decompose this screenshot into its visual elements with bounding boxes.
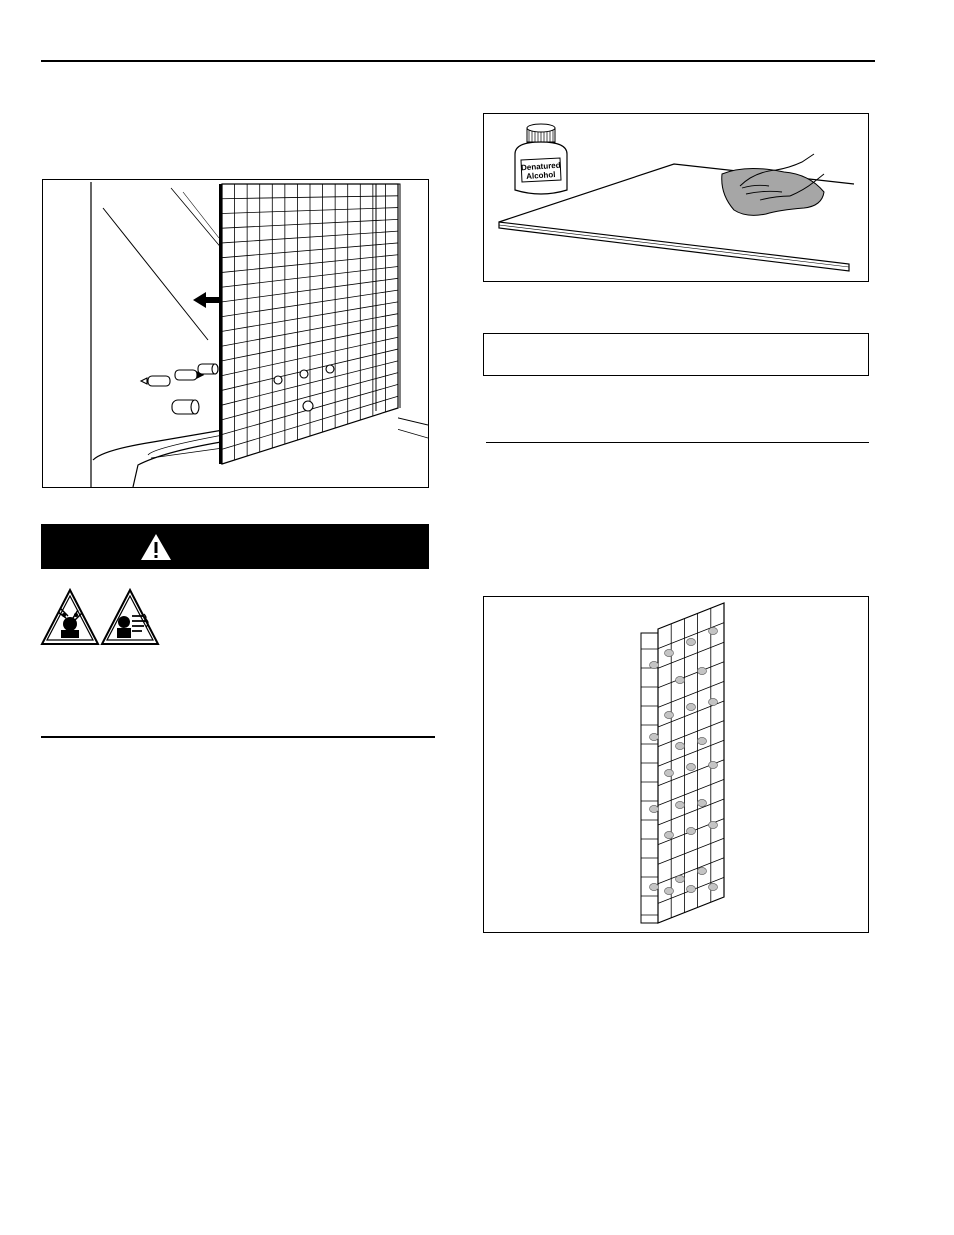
plumbing-fittings — [141, 364, 218, 414]
adhesive-dot — [650, 733, 659, 740]
adhesive-dot — [698, 867, 707, 874]
adhesive-dot — [665, 649, 674, 656]
adhesive-dot — [698, 799, 707, 806]
right-section-rule — [486, 442, 869, 443]
adhesive-dot — [698, 737, 707, 744]
bottle-label-line2: Alcohol — [525, 169, 556, 182]
figure-adhesive-dots — [483, 596, 869, 933]
bottle-label-line1: Denatured — [520, 160, 561, 173]
adhesive-dot — [650, 883, 659, 890]
left-section-rule — [41, 736, 435, 738]
adhesive-panel-illustration — [484, 597, 868, 932]
eye-protection-hazard-icon — [40, 588, 100, 646]
figure-alcohol-wipe — [483, 113, 869, 282]
adhesive-dot — [676, 875, 685, 882]
adhesive-dot — [709, 698, 718, 705]
warning-exclamation-icon — [139, 532, 173, 562]
adhesive-dot — [676, 676, 685, 683]
adhesive-dot — [687, 703, 696, 710]
adhesive-dot — [665, 831, 674, 838]
adhesive-dot — [650, 805, 659, 812]
adhesive-dot — [687, 638, 696, 645]
adhesive-dot — [676, 742, 685, 749]
panel-grid-illustration — [43, 180, 428, 487]
adhesive-dot — [687, 885, 696, 892]
adhesive-dot — [709, 761, 718, 768]
breathing-hazard-icon — [100, 588, 160, 646]
adhesive-dot — [665, 887, 674, 894]
note-box — [483, 333, 869, 376]
alcohol-bottle — [515, 124, 567, 194]
tile-grid — [222, 184, 400, 464]
adhesive-dot — [709, 821, 718, 828]
adhesive-dot — [665, 769, 674, 776]
adhesive-dot — [698, 667, 707, 674]
adhesive-dot — [687, 763, 696, 770]
push-arrow-icon — [193, 292, 221, 308]
adhesive-dot — [709, 883, 718, 890]
adhesive-dot — [665, 711, 674, 718]
adhesive-dot — [687, 827, 696, 834]
alcohol-wipe-illustration — [484, 114, 868, 281]
adhesive-dot — [650, 661, 659, 668]
header-rule — [41, 60, 875, 62]
warning-banner — [41, 524, 429, 569]
adhesive-dot — [676, 801, 685, 808]
adhesive-dot — [709, 627, 718, 634]
figure-panel-install — [42, 179, 429, 488]
